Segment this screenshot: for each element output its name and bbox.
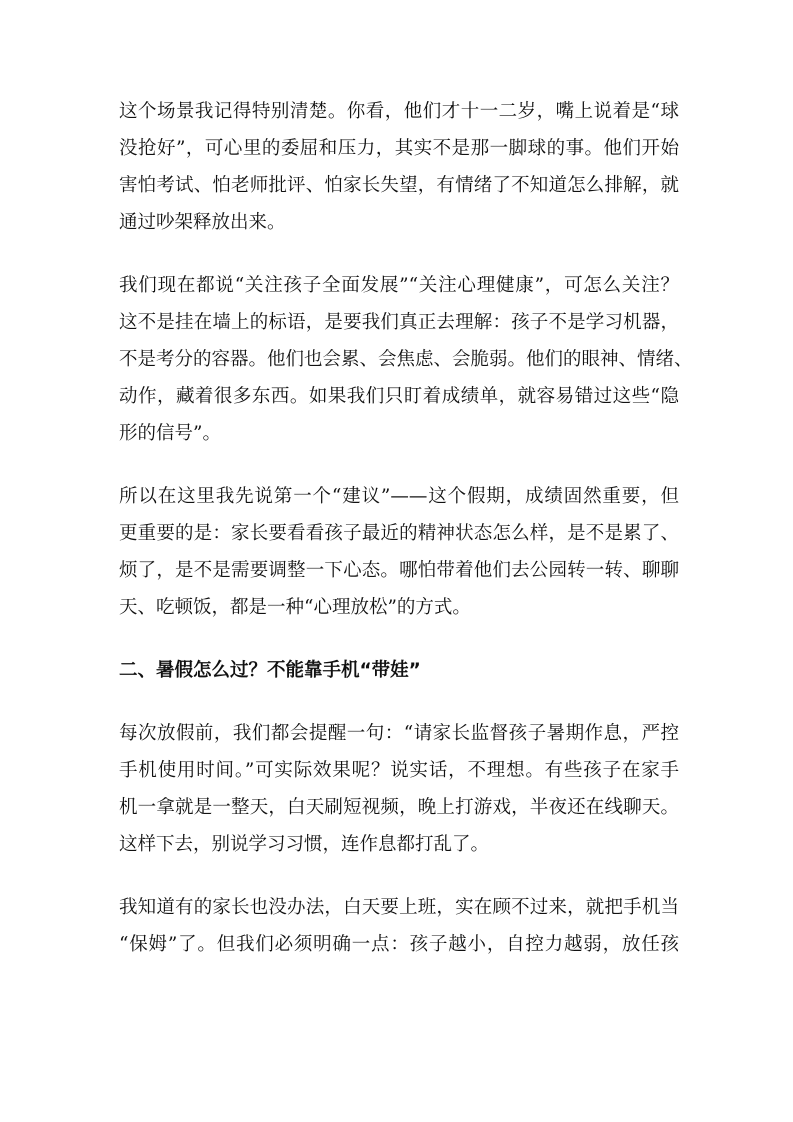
text-line: 机一拿就是一整天，白天刷短视频，晚上打游戏，半夜还在线聊天。 [119, 797, 679, 818]
text-line: 害怕考试、怕老师批评、怕家长失望，有情绪了不知道怎么排解，就 [119, 175, 679, 196]
paragraph-3 [119, 478, 679, 626]
paragraph-5 [119, 889, 679, 963]
text-line: 这个场景我记得特别清楚。你看，他们才十一二岁，嘴上说着是“球 [119, 101, 679, 122]
text-line: “保姆”了。但我们必须明确一点：孩子越小，自控力越弱，放任孩 [119, 934, 679, 955]
text-line: 手机使用时间。”可实际效果呢？说实话，不理想。有些孩子在家手 [119, 760, 679, 781]
text-line: 天、吃顿饭，都是一种“心理放松”的方式。 [119, 597, 471, 618]
text-line: 烦了，是不是需要调整一下心态。哪怕带着他们去公园转一转、聊聊 [119, 560, 679, 581]
document-page [119, 93, 693, 989]
text-line: 我知道有的家长也没办法，白天要上班，实在顾不过来，就把手机当 [119, 897, 679, 918]
text-line: 不是考分的容器。他们也会累、会焦虑、会脆弱。他们的眼神、情绪、 [119, 349, 693, 370]
text-line: 这不是挂在墙上的标语，是要我们真正去理解：孩子不是学习机器， [119, 312, 679, 333]
paragraph-2 [119, 267, 693, 452]
text-line: 我们现在都说“关注孩子全面发展”“关注心理健康”，可怎么关注？ [119, 275, 679, 296]
paragraph-1 [119, 93, 679, 241]
section-heading: 二、暑假怎么过？不能靠手机“带娃” [119, 660, 421, 681]
text-line: 这样下去，别说学习习惯，连作息都打乱了。 [119, 834, 490, 855]
text-line: 通过吵架释放出来。 [119, 212, 286, 233]
text-line: 形的信号”。 [119, 423, 221, 444]
text-line: 动作，藏着很多东西。如果我们只盯着成绩单，就容易错过这些“隐 [119, 386, 679, 407]
text-line: 更重要的是：家长要看看孩子最近的精神状态怎么样，是不是累了、 [119, 523, 679, 544]
text-line: 所以在这里我先说第一个“建议”——这个假期，成绩固然重要，但 [119, 486, 679, 507]
paragraph-4 [119, 715, 679, 863]
text-line: 没抢好”，可心里的委屈和压力，其实不是那一脚球的事。他们开始 [119, 138, 679, 159]
text-line: 每次放假前，我们都会提醒一句：“请家长监督孩子暑期作息，严控 [119, 723, 679, 744]
